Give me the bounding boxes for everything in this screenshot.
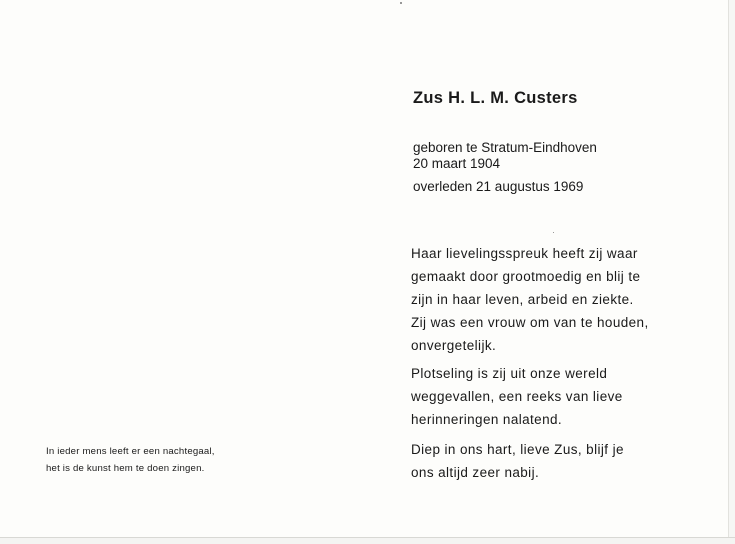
text-line: ons altijd zeer nabij.	[411, 465, 540, 480]
text-line: gemaakt door grootmoedig en blij te	[411, 269, 641, 284]
text-line: Haar lievelingsspreuk heeft zij waar	[411, 246, 638, 261]
paper-speck	[400, 2, 402, 4]
text-line: zijn in haar leven, arbeid en ziekte.	[411, 292, 634, 307]
birth-place: geboren te Stratum-Eindhoven	[413, 140, 597, 155]
death-date: overleden 21 augustus 1969	[413, 179, 584, 194]
life-dates	[413, 140, 597, 195]
paragraph-farewell	[411, 438, 693, 484]
quote-line: het is de kunst hem te doen zingen.	[46, 463, 205, 474]
card-right-edge	[728, 0, 735, 543]
text-line: weggevallen, een reeks van lieve	[411, 389, 623, 404]
deceased-name: Zus H. L. M. Custers	[413, 89, 578, 107]
paper-speck	[553, 232, 554, 233]
quote-line: In ieder mens leeft er een nachtegaal,	[46, 446, 215, 457]
text-line: Diep in ons hart, lieve Zus, blijf je	[411, 442, 624, 457]
left-quote	[46, 443, 306, 477]
birth-date: 20 maart 1904	[413, 156, 501, 171]
paragraph-motto	[411, 242, 693, 357]
text-line: onvergetelijk.	[411, 338, 497, 353]
paragraph-passing	[411, 362, 693, 431]
text-line: Plotseling is zij uit onze wereld	[411, 366, 608, 381]
text-line: Zij was een vrouw om van te houden,	[411, 315, 649, 330]
text-line: herinneringen nalatend.	[411, 412, 563, 427]
